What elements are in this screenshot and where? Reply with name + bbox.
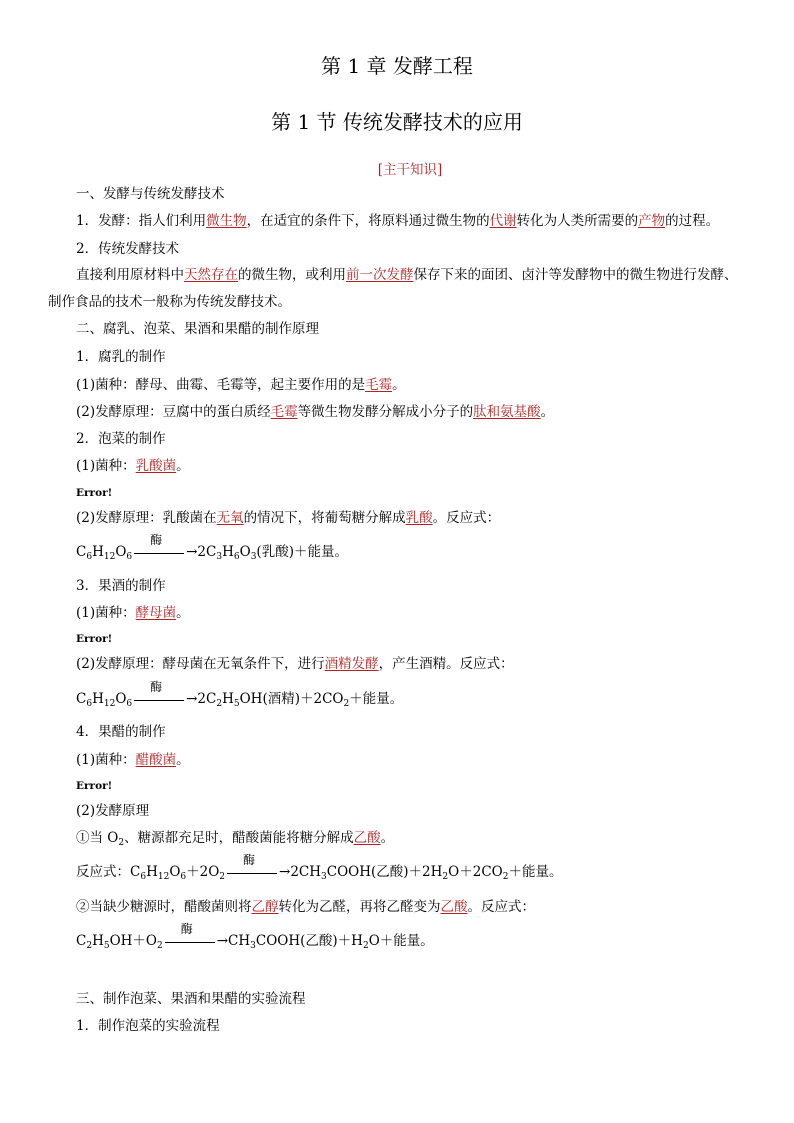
wine-principle: (2)发酵原理：酵母菌在无氧条件下，进行酒精发酵，产生酒精。反应式： [76,656,514,672]
answer-blank: 前一次发酵 [346,267,414,283]
enzyme-arrow: 酶 [225,866,279,880]
subheading-paocai-flow: 1．制作泡菜的实验流程 [76,1018,220,1034]
answer-blank: 代谢 [489,213,517,229]
error-text: Error! [76,633,113,645]
vinegar-case-1: ①当 $O_2$、糖源都充足时，醋酸菌能将糖分解成乙酸。 [76,830,395,848]
answer-blank: 毛霉 [270,404,298,420]
equation-acetic-2: $C_2H_5OH+O_2$ 酶 $\to CH_3COOH$(乙酸)$+H_2O+$能量。 [76,921,434,951]
answer-blank: 肽和氨基酸 [473,404,541,420]
vinegar-strain: (1)菌种：醋酸菌。 [76,752,190,768]
section-title: 第 1 节 传统发酵技术的应用 [271,110,523,134]
para-traditional-line2: 制作食品的技术一般称为传统发酵技术。 [48,294,291,310]
chapter-title: 第 1 章 发酵工程 [321,54,473,78]
paocai-principle: (2)发酵原理：乳酸菌在无氧的情况下，将葡萄糖分解成乳酸。反应式： [76,510,501,526]
key-knowledge-tag: [主干知识] [377,162,443,178]
enzyme-arrow: 酶 [132,546,186,560]
answer-blank: 天然存在 [184,267,238,283]
enzyme-arrow: 酶 [163,935,217,949]
equation-lactic: $C_6H_{12}O_6$ 酶 $\to 2C_3H_6O_3$(乳酸)＋能量。 [76,532,348,562]
subheading-vinegar: 4．果醋的制作 [76,724,166,740]
heading-2: 二、腐乳、泡菜、果酒和果醋的制作原理 [76,321,319,337]
enzyme-arrow: 酶 [132,693,186,707]
answer-blank: 乙酸 [440,899,468,915]
para-fermentation-def: 1．发酵：指人们利用微生物，在适宜的条件下，将原料通过微生物的代谢转化为人类所需要的产物的过程。 [76,213,720,229]
answer-blank: 乙醇 [251,899,279,915]
answer-blank: 酵母菌 [135,605,177,621]
answer-blank: 无氧 [216,510,244,526]
subheading-furu: 1．腐乳的制作 [76,349,166,365]
answer-blank: 微生物 [206,213,247,229]
subheading-paocai: 2．泡菜的制作 [76,431,166,447]
paocai-strain: (1)菌种：乳酸菌。 [76,458,190,474]
subheading-wine: 3．果酒的制作 [76,578,166,594]
answer-blank: 毛霉 [365,377,393,393]
equation-alcohol: $C_6H_{12}O_6$ 酶 $\to 2C_2H_5OH$(酒精)$+2CO_2+$能量。 [76,679,404,709]
vinegar-principle: (2)发酵原理 [76,803,150,819]
furu-principle: (2)发酵原理：豆腐中的蛋白质经毛霉等微生物发酵分解成小分子的肽和氨基酸。 [76,404,555,420]
equation-acetic-1: 反应式：$C_6H_{12}O_6+2O_2$ 酶 $\to 2CH_3COOH$(乙酸)$+2H_2O+2CO_2+$能量。 [76,852,563,882]
subheading-traditional: 2．传统发酵技术 [76,241,180,257]
para-traditional-line1: 直接利用原材料中天然存在的微生物，或利用前一次发酵保存下来的面团、卤汁等发酵物中的微生物进行发酵、 [76,267,738,283]
error-text: Error! [76,487,113,499]
answer-blank: 乳酸菌 [135,458,177,474]
heading-1: 一、发酵与传统发酵技术 [76,186,225,202]
answer-blank: 醋酸菌 [135,752,177,768]
answer-blank: 产物 [638,213,666,229]
vinegar-case-2: ②当缺少糖源时，醋酸菌则将乙醇转化为乙醛，再将乙醛变为乙酸。反应式： [76,899,535,915]
wine-strain: (1)菌种：酵母菌。 [76,605,190,621]
answer-blank: 乙酸 [353,830,381,846]
furu-strain: (1)菌种：酵母、曲霉、毛霉等，起主要作用的是毛霉。 [76,377,406,393]
heading-3: 三、制作泡菜、果酒和果醋的实验流程 [76,991,306,1007]
answer-blank: 乳酸 [405,510,433,526]
answer-blank: 酒精发酵 [324,656,379,672]
error-text: Error! [76,780,113,792]
